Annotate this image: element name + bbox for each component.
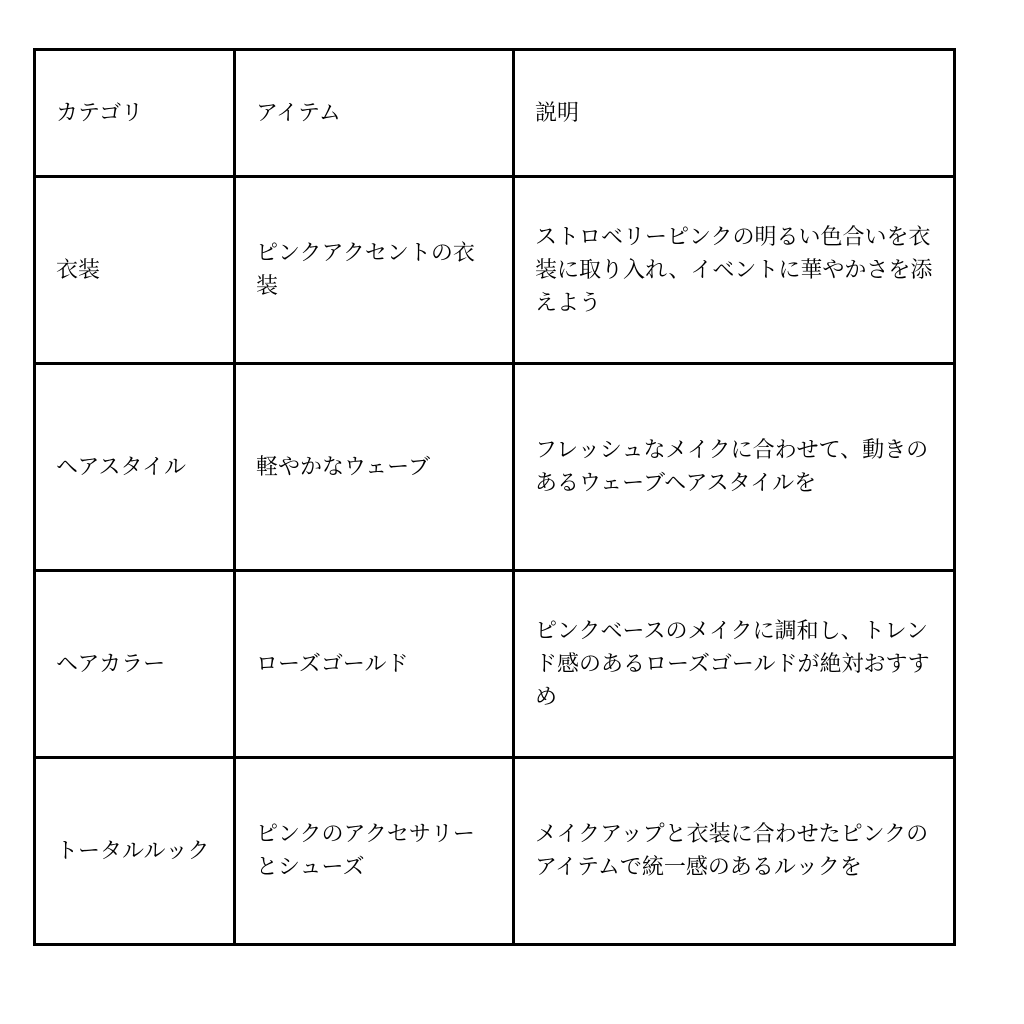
- cell-category: トータルルック: [35, 758, 235, 945]
- cell-category: ヘアスタイル: [35, 364, 235, 571]
- table-header-row: [35, 50, 955, 177]
- header-description: 説明: [514, 50, 955, 177]
- styling-table: [33, 48, 956, 946]
- cell-description: フレッシュなメイクに合わせて、動きのあるウェーブヘアスタイルを: [514, 364, 955, 571]
- table-row: [35, 758, 955, 945]
- cell-item: ピンクのアクセサリーとシューズ: [235, 758, 514, 945]
- cell-item: 軽やかなウェーブ: [235, 364, 514, 571]
- cell-description: メイクアップと衣装に合わせたピンクのアイテムで統一感のあるルックを: [514, 758, 955, 945]
- header-item: アイテム: [235, 50, 514, 177]
- cell-item: ピンクアクセントの衣装: [235, 177, 514, 364]
- table-row: [35, 571, 955, 758]
- cell-description: ピンクベースのメイクに調和し、トレンド感のあるローズゴールドが絶対おすすめ: [514, 571, 955, 758]
- cell-item: ローズゴールド: [235, 571, 514, 758]
- table-row: [35, 177, 955, 364]
- cell-category: 衣装: [35, 177, 235, 364]
- header-category: カテゴリ: [35, 50, 235, 177]
- cell-category: ヘアカラー: [35, 571, 235, 758]
- cell-description: ストロベリーピンクの明るい色合いを衣装に取り入れ、イベントに華やかさを添えよう: [514, 177, 955, 364]
- table-row: [35, 364, 955, 571]
